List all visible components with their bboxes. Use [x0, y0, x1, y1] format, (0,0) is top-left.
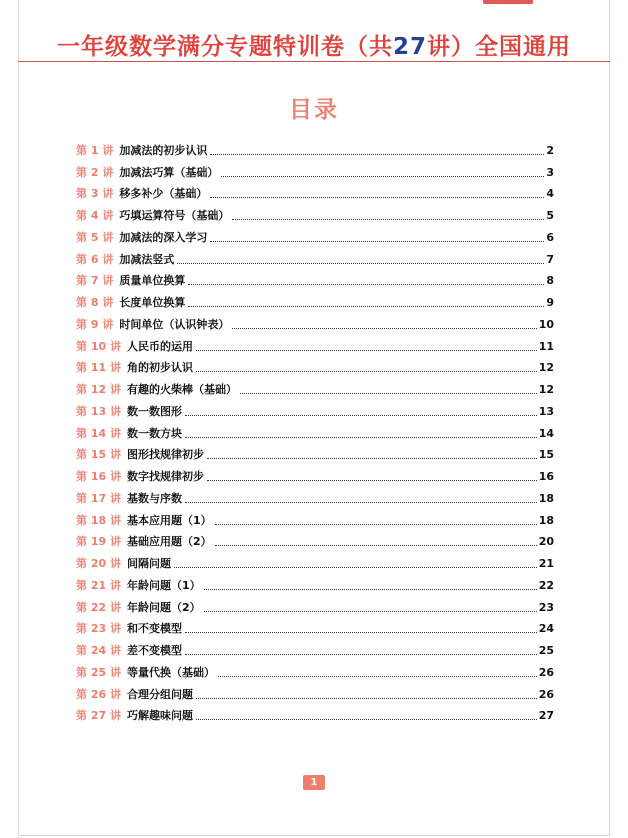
document-title: [0, 28, 628, 61]
header-divider: [18, 61, 610, 62]
toc-entry-title: 基础应用题（2）: [126, 535, 212, 549]
toc-entry-page: 20: [538, 535, 554, 549]
toc-entry[interactable]: [76, 593, 554, 615]
toc-entry-page: 5: [546, 209, 554, 222]
toc-dot-leader: [240, 393, 537, 394]
toc-entry[interactable]: [76, 636, 554, 658]
toc-entry-title: 数字找规律初步: [126, 470, 204, 483]
toc-entry-title: 年龄问题（1）: [126, 578, 201, 592]
toc-entry[interactable]: [76, 571, 554, 593]
toc-entry-page: 3: [546, 165, 554, 179]
toc-entry-number: 第 5 讲: [76, 230, 114, 244]
toc-dot-leader: [185, 654, 537, 655]
toc-entry-title: 合理分组问题: [126, 687, 193, 701]
toc-entry[interactable]: [76, 310, 554, 332]
toc-entry-title: 加减法的深入学习: [119, 230, 208, 244]
toc-entry-title: 基数与序数: [126, 491, 182, 505]
toc-entry[interactable]: [76, 702, 554, 724]
toc-entry-number: 第 13 讲: [76, 404, 121, 418]
toc-entry-page: 18: [538, 513, 554, 527]
toc-entry-title: 巧解趣味问题: [126, 709, 193, 723]
toc-dot-leader: [188, 284, 544, 285]
toc-entry-number: 第 27 讲: [76, 709, 121, 723]
toc-entry-number: 第 21 讲: [76, 578, 121, 592]
toc-entry-title: 加减法竖式: [119, 252, 175, 266]
toc-entry[interactable]: [76, 332, 554, 354]
toc-dot-leader: [196, 698, 537, 699]
toc-entry-page: 16: [538, 470, 554, 483]
toc-entry-page: 11: [538, 339, 554, 353]
toc-entry-page: 22: [538, 578, 554, 592]
toc-entry[interactable]: [76, 158, 554, 180]
toc-entry-page: 26: [538, 665, 554, 679]
toc-entry-title: 加减法的初步认识: [119, 143, 208, 157]
toc-entry[interactable]: [76, 397, 554, 419]
toc-entry[interactable]: [76, 528, 554, 550]
toc-dot-leader: [185, 437, 537, 438]
toc-entry-number: 第 18 讲: [76, 513, 121, 527]
toc-entry-number: 第 20 讲: [76, 557, 121, 570]
toc-entry[interactable]: [76, 223, 554, 245]
toc-entry-number: 第 22 讲: [76, 600, 121, 614]
toc-dot-leader: [210, 241, 544, 242]
toc-entry-title: 角的初步认识: [126, 361, 193, 375]
toc-entry-page: 7: [546, 252, 554, 266]
toc-entry-number: 第 15 讲: [76, 448, 121, 462]
toc-dot-leader: [210, 154, 544, 155]
toc-entry[interactable]: [76, 288, 554, 310]
toc-entry-page: 24: [538, 622, 554, 636]
page-number-badge: 1: [303, 775, 325, 790]
toc-entry-number: 第 3 讲: [76, 187, 114, 201]
toc-dot-leader: [174, 567, 537, 568]
toc-entry-title: 基本应用题（1）: [126, 513, 212, 527]
toc-entry-number: 第 14 讲: [76, 426, 121, 440]
toc-entry-number: 第 2 讲: [76, 165, 114, 179]
toc-entry-title: 加减法巧算（基础）: [119, 165, 219, 179]
toc-entry-page: 14: [538, 426, 554, 440]
toc-entry-page: 4: [546, 187, 554, 201]
toc-dot-leader: [204, 611, 537, 612]
toc-entry-page: 8: [546, 274, 554, 288]
toc-dot-leader: [196, 371, 537, 372]
toc-entry[interactable]: [76, 484, 554, 506]
toc-entry[interactable]: [76, 267, 554, 289]
toc-entry-page: 10: [538, 317, 554, 331]
toc-entry[interactable]: [76, 419, 554, 441]
toc-entry-number: 第 11 讲: [76, 361, 121, 375]
title-part-2: 讲）全国通用: [427, 34, 571, 60]
toc-entry[interactable]: [76, 658, 554, 680]
toc-entry-title: 巧填运算符号（基础）: [119, 209, 230, 222]
toc-dot-leader: [215, 524, 537, 525]
toc-entry[interactable]: [76, 441, 554, 463]
toc-entry-number: 第 10 讲: [76, 339, 121, 353]
toc-entry-number: 第 8 讲: [76, 296, 114, 309]
title-part-1: 一年级数学满分专题特训卷（共: [56, 34, 393, 60]
title-number: 27: [392, 34, 427, 60]
toc-dot-leader: [196, 350, 537, 351]
toc-entry-page: 12: [538, 383, 554, 396]
toc-dot-leader: [207, 480, 537, 481]
toc-dot-leader: [177, 263, 544, 264]
toc-entry-page: 13: [538, 404, 554, 418]
toc-entry-number: 第 23 讲: [76, 622, 121, 636]
toc-entry-page: 27: [538, 709, 554, 723]
toc-entry[interactable]: [76, 506, 554, 528]
toc-entry-title: 数一数图形: [126, 404, 182, 418]
toc-entry-number: 第 16 讲: [76, 470, 121, 483]
toc-entry-title: 有趣的火柴棒（基础）: [126, 383, 237, 396]
toc-entry-number: 第 24 讲: [76, 644, 121, 657]
toc-entry-page: 21: [538, 557, 554, 570]
toc-heading: 目录: [289, 97, 339, 123]
toc-entry-number: 第 7 讲: [76, 274, 114, 288]
toc-dot-leader: [188, 306, 544, 307]
toc-entry-page: 9: [546, 296, 554, 309]
toc-entry[interactable]: [76, 462, 554, 484]
toc-entry[interactable]: [76, 680, 554, 702]
toc-dot-leader: [185, 502, 537, 503]
top-tab-decoration: [483, 0, 533, 4]
toc-entry-page: 6: [546, 230, 554, 244]
toc-entry-number: 第 19 讲: [76, 535, 121, 549]
toc-entry[interactable]: [76, 245, 554, 267]
toc-dot-leader: [207, 458, 537, 459]
toc-entry-number: 第 6 讲: [76, 252, 114, 266]
toc-dot-leader: [232, 328, 536, 329]
toc-entry-number: 第 17 讲: [76, 491, 121, 505]
toc-entry[interactable]: [76, 375, 554, 397]
toc-entry-number: 第 1 讲: [76, 143, 114, 157]
toc-entry-title: 移多补少（基础）: [119, 187, 208, 201]
toc-entry-title: 等量代换（基础）: [126, 665, 215, 679]
toc-entry-title: 差不变模型: [126, 644, 182, 657]
toc-entry-title: 图形找规律初步: [126, 448, 204, 462]
toc-entry-page: 2: [546, 143, 554, 157]
toc-entry-number: 第 9 讲: [76, 317, 114, 331]
toc-dot-leader: [215, 545, 537, 546]
toc-entry-page: 18: [538, 491, 554, 505]
toc-entry[interactable]: [76, 201, 554, 223]
toc-dot-leader: [218, 676, 537, 677]
toc-entry[interactable]: [76, 615, 554, 637]
toc-entry-page: 26: [538, 687, 554, 701]
toc-dot-leader: [185, 632, 537, 633]
toc-entry-title: 年龄问题（2）: [126, 600, 201, 614]
toc-entry-title: 人民币的运用: [126, 339, 193, 353]
toc-entry-title: 长度单位换算: [119, 296, 186, 309]
toc-entry-page: 25: [538, 644, 554, 657]
toc-dot-leader: [210, 197, 544, 198]
toc-dot-leader: [204, 589, 537, 590]
toc-entry-title: 和不变模型: [126, 622, 182, 636]
toc-entry[interactable]: [76, 180, 554, 202]
toc-dot-leader: [232, 219, 544, 220]
toc-entry-page: 15: [538, 448, 554, 462]
toc-entry-page: 23: [538, 600, 554, 614]
toc-entry-number: 第 4 讲: [76, 209, 114, 222]
toc-entry-title: 质量单位换算: [119, 274, 186, 288]
toc-entry-number: 第 12 讲: [76, 383, 121, 396]
toc-entry-title: 间隔问题: [126, 557, 171, 570]
toc-entry-page: 12: [538, 361, 554, 375]
table-of-contents: [76, 136, 554, 723]
toc-entry-number: 第 25 讲: [76, 665, 121, 679]
toc-dot-leader: [185, 415, 537, 416]
toc-entry[interactable]: [76, 549, 554, 571]
toc-entry[interactable]: [76, 354, 554, 376]
toc-dot-leader: [221, 176, 544, 177]
toc-entry-title: 数一数方块: [126, 426, 182, 440]
toc-entry-number: 第 26 讲: [76, 687, 121, 701]
toc-dot-leader: [196, 719, 537, 720]
toc-entry[interactable]: [76, 136, 554, 158]
toc-entry-title: 时间单位（认识钟表）: [119, 317, 230, 331]
